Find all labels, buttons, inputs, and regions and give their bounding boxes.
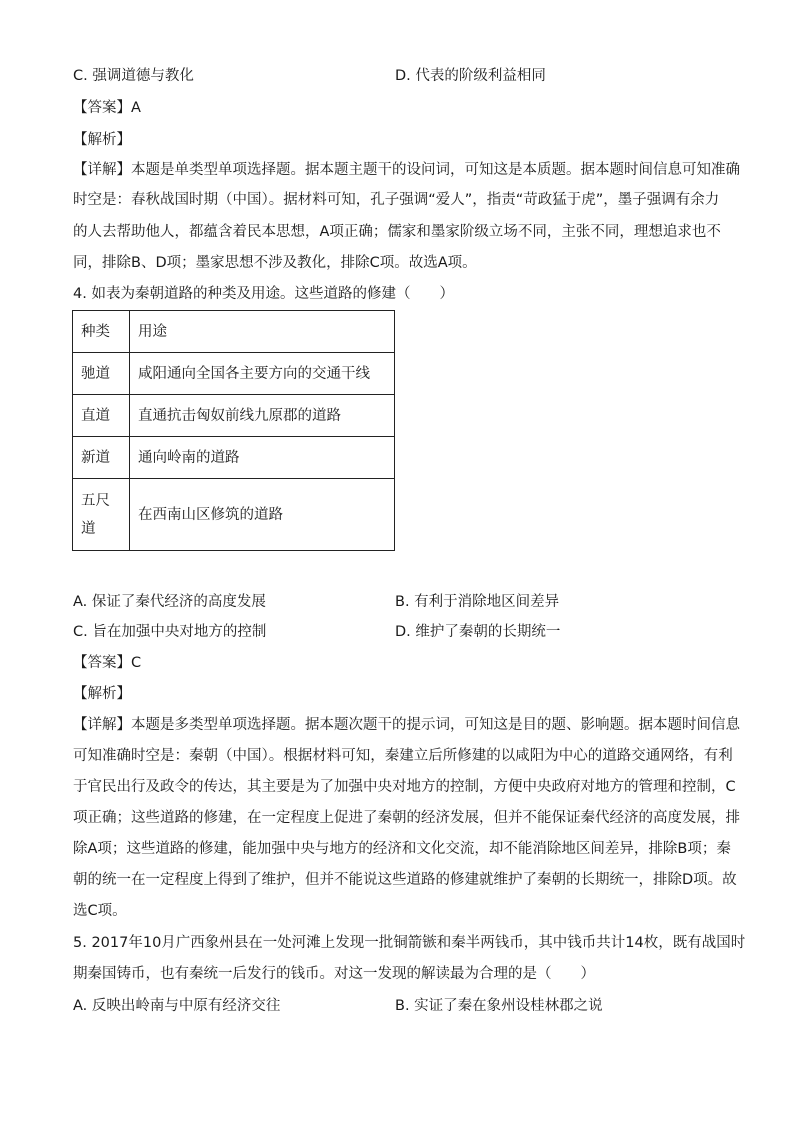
table-cell: 新道 [73, 437, 130, 479]
table-cell: 五尺道 [73, 479, 130, 551]
table-cell: 在西南山区修筑的道路 [130, 479, 395, 551]
table-row [73, 479, 395, 551]
q5-option-b: B. 实证了秦在象州设桂林郡之说 [395, 998, 603, 1014]
q4-option-c: C. 旨在加强中央对地方的控制 [73, 624, 267, 640]
q5-options-row-ab [73, 996, 733, 1016]
table-row [73, 395, 395, 437]
q4-detail-line-6: 朝的统一在一定程度上得到了维护，但并不能说这些道路的修建就维护了秦朝的长期统一，排除D项。故 [73, 872, 737, 888]
q5-stem-line-2: 期秦国铸币，也有秦统一后发行的钱币。对这一发现的解读最为合理的是（ ） [73, 966, 595, 982]
q4-detail-line-5: 除A项；这些道路的修建，能加强中央与地方的经济和文化交流，却不能消除地区间差异，排除B项；秦 [73, 841, 731, 857]
table-header-row [73, 311, 395, 353]
table-cell: 驰道 [73, 353, 130, 395]
q5-option-a: A. 反映出岭南与中原有经济交往 [73, 998, 281, 1014]
q4-detail-line-2: 可知准确时空是：秦朝（中国）。根据材料可知，秦建立后所修建的以咸阳为中心的道路交通网络，有利 [73, 748, 733, 764]
q4-option-a: A. 保证了秦代经济的高度发展 [73, 594, 266, 610]
table-header-cell: 种类 [73, 311, 130, 353]
q3-detail-line-1: 【详解】本题是单类型单项选择题。据本题主题干的设问词，可知这是本质题。据本题时间信息可知准确 [73, 162, 740, 178]
q3-detail-line-4: 同，排除B、D项；墨家思想不涉及教化，排除C项。故选A项。 [73, 255, 477, 271]
q4-detail-line-3: 于官民出行及政令的传达，其主要是为了加强中央对地方的控制，方便中央政府对地方的管理和控制，C [73, 779, 736, 795]
q3-detail-line-2: 时空是：春秋战国时期（中国）。据材料可知，孔子强调“爱人”，指责“苛政猛于虎”，墨子强调有余力 [73, 192, 720, 208]
q4-options-row-ab [73, 592, 733, 612]
q3-detail-line-3: 的人去帮助他人，都蕴含着民本思想，A项正确；儒家和墨家阶级立场不同，主张不同，理想追求也不 [73, 224, 721, 240]
q4-option-b: B. 有利于消除地区间差异 [395, 594, 560, 610]
q3-options-row-cd [73, 66, 733, 86]
q3-option-d: D. 代表的阶级利益相同 [395, 68, 546, 84]
q4-option-d: D. 维护了秦朝的长期统一 [395, 624, 561, 640]
q3-option-c: C. 强调道德与教化 [73, 68, 194, 84]
table-cell: 咸阳通向全国各主要方向的交通干线 [130, 353, 395, 395]
q4-analysis-label: 【解析】 [73, 686, 131, 702]
table-header-cell: 用途 [130, 311, 395, 353]
q4-options-row-cd [73, 622, 733, 642]
q4-stem: 4. 如表为秦朝道路的种类及用途。这些道路的修建（ ） [73, 286, 454, 302]
q4-answer: 【答案】C [73, 655, 142, 671]
table-cell: 直道 [73, 395, 130, 437]
table-cell: 直通抗击匈奴前线九原郡的道路 [130, 395, 395, 437]
q5-stem-line-1: 5. 2017年10月广西象州县在一处河滩上发现一批铜箭镞和秦半两钱币，其中钱币共计14枚，既有战国时 [73, 935, 746, 951]
q4-road-table [72, 310, 395, 551]
q3-answer: 【答案】A [73, 100, 141, 116]
q4-detail-line-1: 【详解】本题是多类型单项选择题。据本题次题干的提示词，可知这是目的题、影响题。据本题时间信息 [73, 717, 740, 733]
q4-detail-line-7: 选C项。 [73, 903, 127, 919]
q4-detail-line-4: 项正确；这些道路的修建，在一定程度上促进了秦朝的经济发展，但并不能保证秦代经济的高度发展，排 [73, 810, 740, 826]
table-cell: 通向岭南的道路 [130, 437, 395, 479]
table-row [73, 353, 395, 395]
table-row [73, 437, 395, 479]
q3-analysis-label: 【解析】 [73, 132, 131, 148]
